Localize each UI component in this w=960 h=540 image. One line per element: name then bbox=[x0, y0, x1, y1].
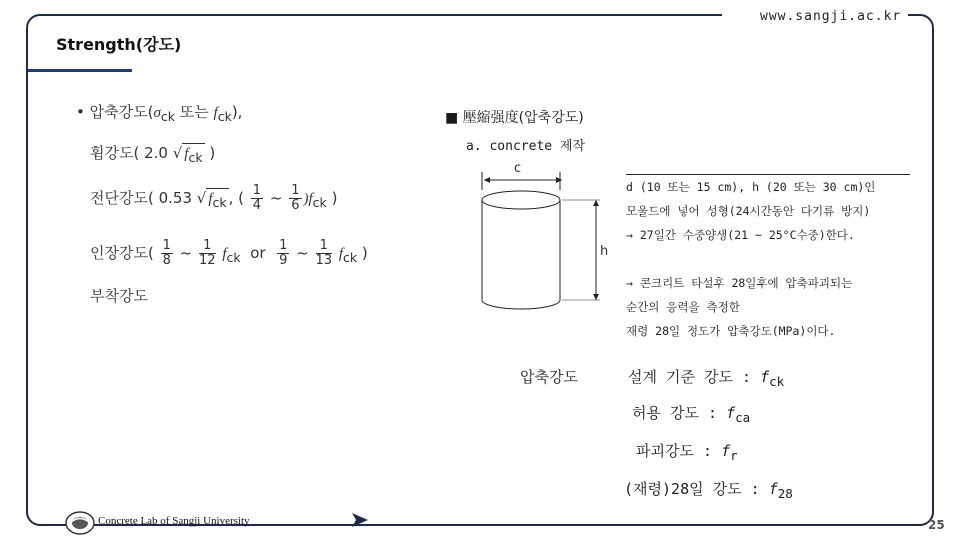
dim-h-label: h bbox=[600, 244, 609, 259]
arrow-head bbox=[484, 177, 490, 183]
denominator: 8 bbox=[162, 253, 171, 268]
bending-label: 휨강도( bbox=[90, 144, 140, 162]
tensile-strength-line bbox=[90, 239, 368, 268]
f-symbol: f bbox=[213, 105, 218, 121]
section-title: 壓縮强度(압축강도) bbox=[462, 110, 584, 126]
denominator: 4 bbox=[252, 198, 262, 213]
f-sub: ck bbox=[343, 250, 358, 265]
section-heading bbox=[445, 107, 584, 127]
f-symbol: f bbox=[222, 246, 227, 262]
f-sub: ck bbox=[188, 150, 203, 165]
title-underline bbox=[28, 69, 132, 72]
cylinder-bottom bbox=[482, 300, 560, 309]
allowable-label: 허용 강도 : bbox=[632, 404, 718, 422]
fraction bbox=[199, 239, 216, 268]
box-line: d (10 또는 15 cm), h (20 또는 30 cm)인 bbox=[626, 180, 876, 194]
f-symbol: f bbox=[208, 191, 213, 207]
cylinder-diagram bbox=[470, 160, 620, 320]
box-line: → 콘크리트 타설후 28일후에 압축파괴되는 bbox=[626, 276, 853, 290]
f-sub: ck bbox=[212, 195, 227, 210]
arrow-head bbox=[593, 200, 599, 206]
fraction bbox=[161, 239, 173, 268]
numerator: 1 bbox=[279, 238, 288, 253]
f-sub: ca bbox=[735, 410, 751, 425]
fraction bbox=[277, 239, 289, 268]
numerator: 1 bbox=[162, 238, 171, 253]
sigma-sub: ck bbox=[160, 109, 175, 124]
numerator: 1 bbox=[199, 239, 216, 254]
range-sep: ~ bbox=[296, 244, 309, 262]
procedure-box bbox=[626, 174, 910, 338]
compressive-label: 압축강도( bbox=[89, 103, 154, 121]
range-sep: ~ bbox=[269, 189, 283, 207]
design-strength bbox=[628, 366, 784, 389]
sqrt-term bbox=[182, 143, 204, 165]
numerator: 1 bbox=[316, 239, 333, 254]
bending-end: ) bbox=[209, 144, 216, 162]
or-word: or bbox=[250, 244, 266, 262]
page-number: 25 bbox=[928, 518, 945, 532]
bending-strength-line: 휨강도( 2.0 √ $f_{ck}$ ) bbox=[90, 144, 216, 165]
square-bullet-icon: ■ bbox=[445, 110, 459, 126]
f-sub: ck bbox=[769, 374, 785, 389]
arrow-head bbox=[593, 294, 599, 300]
denominator: 13 bbox=[315, 253, 333, 268]
f-sub: ck bbox=[226, 250, 241, 265]
or-word: 또는 bbox=[179, 103, 209, 121]
f-symbol: f bbox=[760, 368, 770, 386]
cylinder-top bbox=[482, 191, 560, 209]
numerator: 1 bbox=[291, 183, 300, 198]
f-symbol: f bbox=[184, 146, 189, 162]
f-symbol: f bbox=[726, 404, 736, 422]
university-logo-icon bbox=[64, 510, 100, 536]
box-line: 순간의 응력을 측정한 bbox=[626, 300, 740, 314]
design-label: 설계 기준 강도 : bbox=[628, 368, 752, 386]
fraction bbox=[316, 239, 333, 268]
footer-lab-name: Concrete Lab of Sangji University bbox=[98, 515, 250, 527]
tensile-end: ) bbox=[361, 244, 368, 262]
f-symbol: f bbox=[721, 442, 731, 460]
section-subtitle: a. concrete 제작 bbox=[466, 139, 586, 154]
shear-end: ) bbox=[331, 189, 338, 207]
compressive-strength-line bbox=[76, 101, 242, 124]
f-sub: ck bbox=[217, 109, 232, 124]
denominator: 12 bbox=[199, 253, 216, 268]
arrow-right-icon bbox=[352, 513, 368, 527]
compressive-strength-heading: 압축강도 bbox=[520, 368, 578, 386]
failure-strength bbox=[636, 440, 738, 463]
compressive-end: ), bbox=[231, 103, 243, 121]
allowable-strength bbox=[632, 402, 750, 425]
shear-strength-line: 전단강도( 0.53 √ $f_{ck}$ , ( $\frac{1}{4}$ ~ $\frac{1}{6}$ )$f_{ck}$ ) bbox=[90, 183, 338, 213]
sigma-symbol: σ bbox=[153, 105, 161, 121]
denominator: 9 bbox=[279, 253, 288, 268]
fraction bbox=[251, 184, 263, 213]
f-sub: 28 bbox=[777, 486, 793, 501]
denominator: 6 bbox=[291, 198, 300, 213]
shear-mid: , ( bbox=[228, 189, 245, 207]
box-line: 재령 28일 정도가 압축강도(MPa)이다. bbox=[626, 324, 836, 338]
numerator: 1 bbox=[252, 183, 262, 198]
f-symbol: f bbox=[338, 246, 344, 262]
fraction bbox=[289, 184, 301, 213]
f-sub: r bbox=[730, 448, 738, 463]
failure-label: 파괴강도 : bbox=[636, 442, 713, 460]
box-line bbox=[626, 247, 910, 271]
age28-label: (재령)28일 강도 : bbox=[624, 480, 760, 498]
f-symbol: f bbox=[768, 480, 778, 498]
shear-label: 전단강도( bbox=[90, 189, 154, 207]
shear-coef: 0.53 bbox=[158, 189, 192, 207]
tensile-label: 인장강도( bbox=[90, 244, 154, 262]
page-title: Strength(강도) bbox=[56, 35, 182, 54]
box-line: 모울드에 넣어 성형(24시간동안 다기류 방지) bbox=[626, 204, 871, 218]
bending-coef: 2.0 bbox=[144, 144, 168, 162]
arrow-head bbox=[556, 177, 562, 183]
bond-strength-label: 부착강도 bbox=[90, 287, 148, 305]
box-line: → 27일간 수중양생(21 ~ 25°C수중)한다. bbox=[626, 228, 855, 242]
range-sep: ~ bbox=[179, 244, 193, 262]
sqrt-term bbox=[206, 188, 228, 210]
f-sub: ck bbox=[312, 195, 327, 210]
bullet: • bbox=[76, 103, 85, 121]
f-symbol: )f bbox=[303, 191, 313, 207]
age28-strength bbox=[624, 478, 793, 501]
header-url: www.sangji.ac.kr bbox=[760, 9, 902, 24]
dim-c-label: c bbox=[514, 161, 522, 176]
